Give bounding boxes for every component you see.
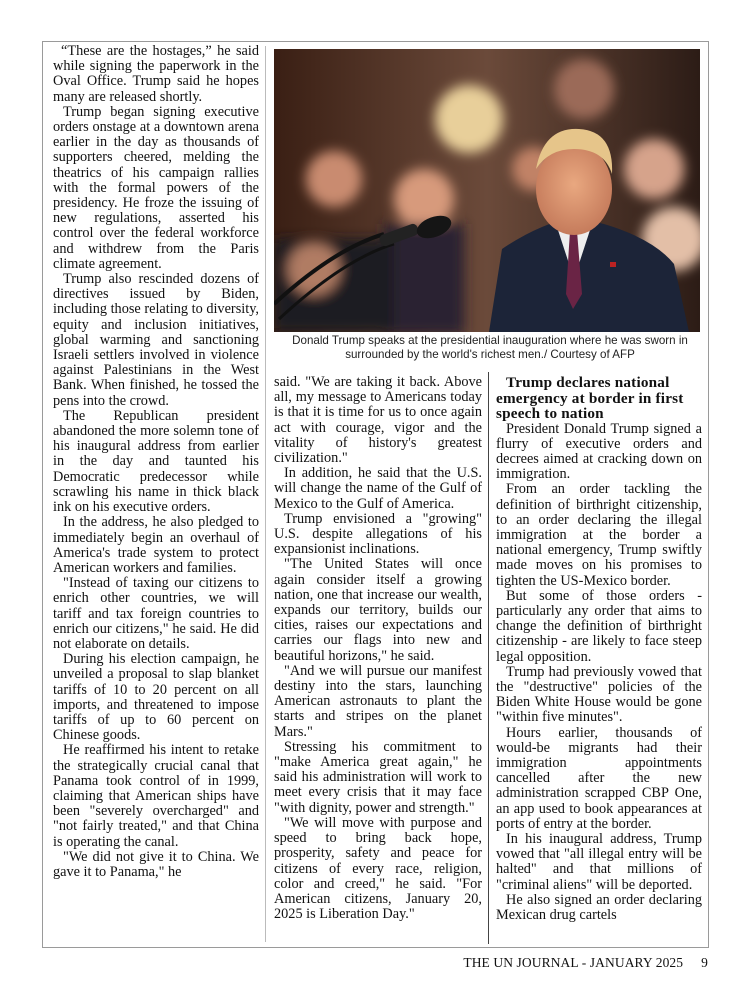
paragraph: In his inaugural address, Trump vowed that "all illegal entry will be halted" and that millions of "criminal aliens" will be deported. [496, 830, 702, 893]
page-footer [463, 955, 708, 971]
paragraph: Stressing his commitment to "make America great again," he said his administration will work to meet every crisis that it may face "with dignity, power and strength." [274, 738, 482, 816]
paragraph: President Donald Trump signed a flurry of executive orders and decrees aimed at cracking down on immigration. [496, 420, 702, 483]
page-number: 9 [701, 955, 708, 970]
inauguration-photo [274, 49, 700, 332]
paragraph: said. "We are taking it back. Above all, my message to Americans today is that it is time for us to once again act with courage, vigor and the vitality of history's greatest civilization." [274, 374, 482, 467]
paragraph: Hours earlier, thousands of would-be migrants had their immigration appointments cancelled after the new administration scrapped CBP One, an app used to book appearances at ports of entry at the border. [496, 724, 702, 832]
paragraph: "The United States will once again consider itself a growing nation, one that increase our wealth, expands our territory, builds our cities, raises our expectations and carries our flags into new and beautiful horizons," he said. [274, 556, 482, 664]
paragraph: “These are the hostages,” he said while signing the paperwork in the Oval Office. Trump said he hopes many are released shortly. [53, 43, 259, 105]
paragraph: Trump also rescinded dozens of directives issued by Biden, including those relating to diversity, equity and inclusion initiatives, global warming and sanctioning Israeli settlers involved in violence against Palestinians in the West Bank. When finished, he tossed the pens into the crowd. [53, 271, 259, 409]
article-headline: Trump declares national emergency at border in first speech to nation [496, 374, 684, 422]
paragraph: "And we will pursue our manifest destiny into the stars, launching American astronauts to plant the starts and stripes on the planet Mars." [274, 662, 482, 740]
paragraph: The Republican president abandoned the more solemn tone of his inaugural address from earlier in the day and taunted his Democratic predecessor while scrawling his name in thick black ink on his executive orders. [53, 407, 259, 516]
paragraph: During his election campaign, he unveiled a proposal to slap blanket tariffs of 10 to 20 percent on all imports, and threatened to impose tariffs of up to 60 percent on Chinese goods. [53, 651, 259, 744]
paragraph: He reaffirmed his intent to retake the strategically crucial canal that Panama took control of in 1999, claiming that American ships have been "severely overcharged" and "not fairly treated," and that China is operating the canal. [53, 742, 259, 850]
paragraph: From an order tackling the definition of birthright citizenship, to an order declaring the illegal immigration at the border a national emergency, Trump swiftly made moves on his promises to tighten the US-Mexico border. [496, 481, 702, 589]
paragraph: "We will move with purpose and speed to bring back hope, prosperity, safety and peace for citizens of every race, religion, color and creed," he said. "For American citizens, January 20, 2025 is Liberation Day." [274, 814, 482, 923]
paragraph: Trump began signing executive orders onstage at a downtown arena earlier in the day as thousands of supporters cheered, melding the theatrics of his campaign rallies with the formal powers of the presidency. He froze the issuing of new regulations, asserted his control over the federal workforce and withdrew from the Paris climate agreement. [53, 103, 259, 272]
paragraph: In addition, he said that the U.S. will change the name of the Gulf of Mexico to the Gulf of America. [274, 465, 482, 512]
paragraph: Trump envisioned a "growing" U.S. despite allegations of his expansionist inclinations. [274, 510, 482, 558]
paragraph: In the address, he also pledged to immediately begin an overhaul of America's trade system to protect American workers and families. [53, 514, 259, 576]
column-divider-left [265, 46, 266, 942]
paragraph: "We did not give it to China. We gave it to Panama," he [53, 848, 259, 880]
article-column-1 [53, 44, 259, 880]
paragraph: Trump had previously vowed that the "destructive" policies of the Biden White House would be gone "within five minutes". [496, 663, 702, 726]
photo-caption: Donald Trump speaks at the presidential inauguration where he was sworn in surrounded by the world's richest men./ Courtesy of AFP [292, 334, 688, 361]
article-column-2 [274, 375, 482, 922]
column-divider-right [488, 372, 489, 944]
article-column-3 [496, 375, 702, 923]
paragraph: "Instead of taxing our citizens to enrich other countries, we will tariff and tax foreign countries to enrich our citizens," he said. He did not elaborate on details. [53, 575, 259, 652]
publication-name: THE UN JOURNAL - JANUARY 2025 [463, 955, 684, 970]
paragraph: He also signed an order declaring Mexican drug cartels [496, 891, 702, 923]
paragraph: But some of those orders - particularly any order that aims to change the definition of birthright citizenship - are likely to face steep legal opposition. [496, 587, 702, 665]
